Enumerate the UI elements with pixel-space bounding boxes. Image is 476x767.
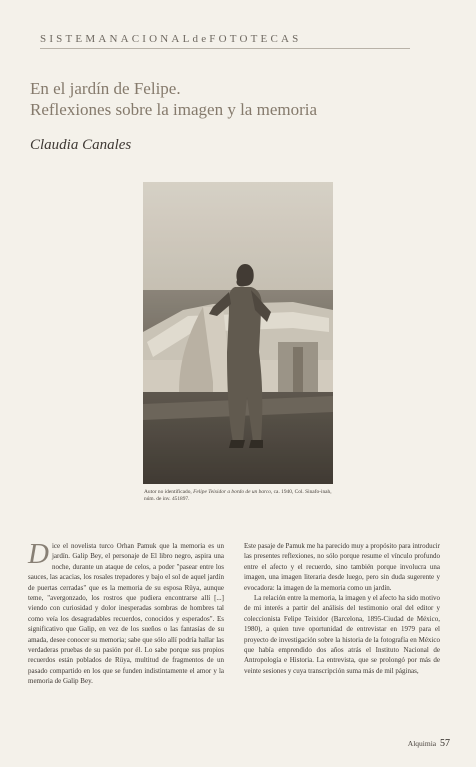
article-title-line1: En el jardín de Felipe. xyxy=(30,79,181,98)
body-column-right xyxy=(244,541,440,676)
article-author: Claudia Canales xyxy=(30,137,132,153)
article-title-line2: Reflexiones sobre la imagen y la memoria xyxy=(30,100,318,119)
caption-suffix: , ca. 1940, Col. Sinafo-inah, núm. de inv. 451897. xyxy=(144,489,332,502)
article-photo xyxy=(143,182,333,484)
magazine-name: Alquimia xyxy=(407,739,437,748)
drop-cap: D xyxy=(28,538,49,570)
man-on-ship-photo xyxy=(143,182,333,484)
body-paragraph xyxy=(28,538,224,687)
caption-prefix: Autor no identificado, xyxy=(144,489,194,495)
page-number: 57 xyxy=(440,738,450,749)
page-footer xyxy=(408,738,450,749)
caption-title: Felipe Teixidor a bordo de un barco xyxy=(193,489,271,495)
article-title xyxy=(30,78,317,120)
header-rule xyxy=(40,48,410,49)
photo-caption xyxy=(144,489,334,503)
right-paragraph-1: Este pasaje de Pamuk me ha parecido muy a propósito para introducir las presentes reflexiones, no sólo porque resume el vínculo profundo entre el afecto y el recuerdo, sino también porque involucra una imagen, una imagen literaria desde luego, pero sin duda sugerente y evocadora: la imagen de la memoria como un jardín. xyxy=(244,542,440,592)
publication-header: SISTEMANACIONALdeFOTOTECAS xyxy=(40,33,302,45)
body-column-left xyxy=(28,538,224,687)
left-paragraph-1-text: ice el novelista turco Orhan Pamuk que la memoria es un jardín. Galip Bey, el personaje de El libro negro, aspira una noche, durante un ataque de celos, a poder "pasear entre los sauces, las acacias, los rosales trepadores y bajo el sol de aquel jardín de puertas cerradas" que es la memoria de su esposa Rüya, aunque teme, "avergonzado, los rostros que pudiera encontrarse allí [...] viendo con curiosidad y dolor inesperadas sombras de hombres tal como veía los desagradables recuerdos, conocidos y esperados". Es significativo que Galip, en vez de los sueños o las fantasías de su amada, desee conocer su memoria; sabe que sólo allí podría hallar las verdaderas pruebas de su pasión por él. Lo sabe porque sus propios recuerdos están poblados de Rüya, multitud de fragmentos de un pasado compartido en los que se funden indistintamente el amor y la memoria de Galip Bey. xyxy=(28,542,224,686)
right-paragraph-2: La relación entre la memoria, la imagen y el afecto ha sido motivo de mi interés a partir del análisis del testimonio oral del editor y coleccionista Felipe Teixidor (Barcelona, 1895-Ciudad de México, 1980), a quien tuve oportunidad de entrevistar en 1979 para el proyecto de investigación sobre la historia de la fotografía en México que había emprendido dos años atrás el Instituto Nacional de Antropología e Historia. La entrevista, que se prolongó por más de veinte sesiones y cuya transcripción suma más de mil páginas, xyxy=(244,594,441,675)
